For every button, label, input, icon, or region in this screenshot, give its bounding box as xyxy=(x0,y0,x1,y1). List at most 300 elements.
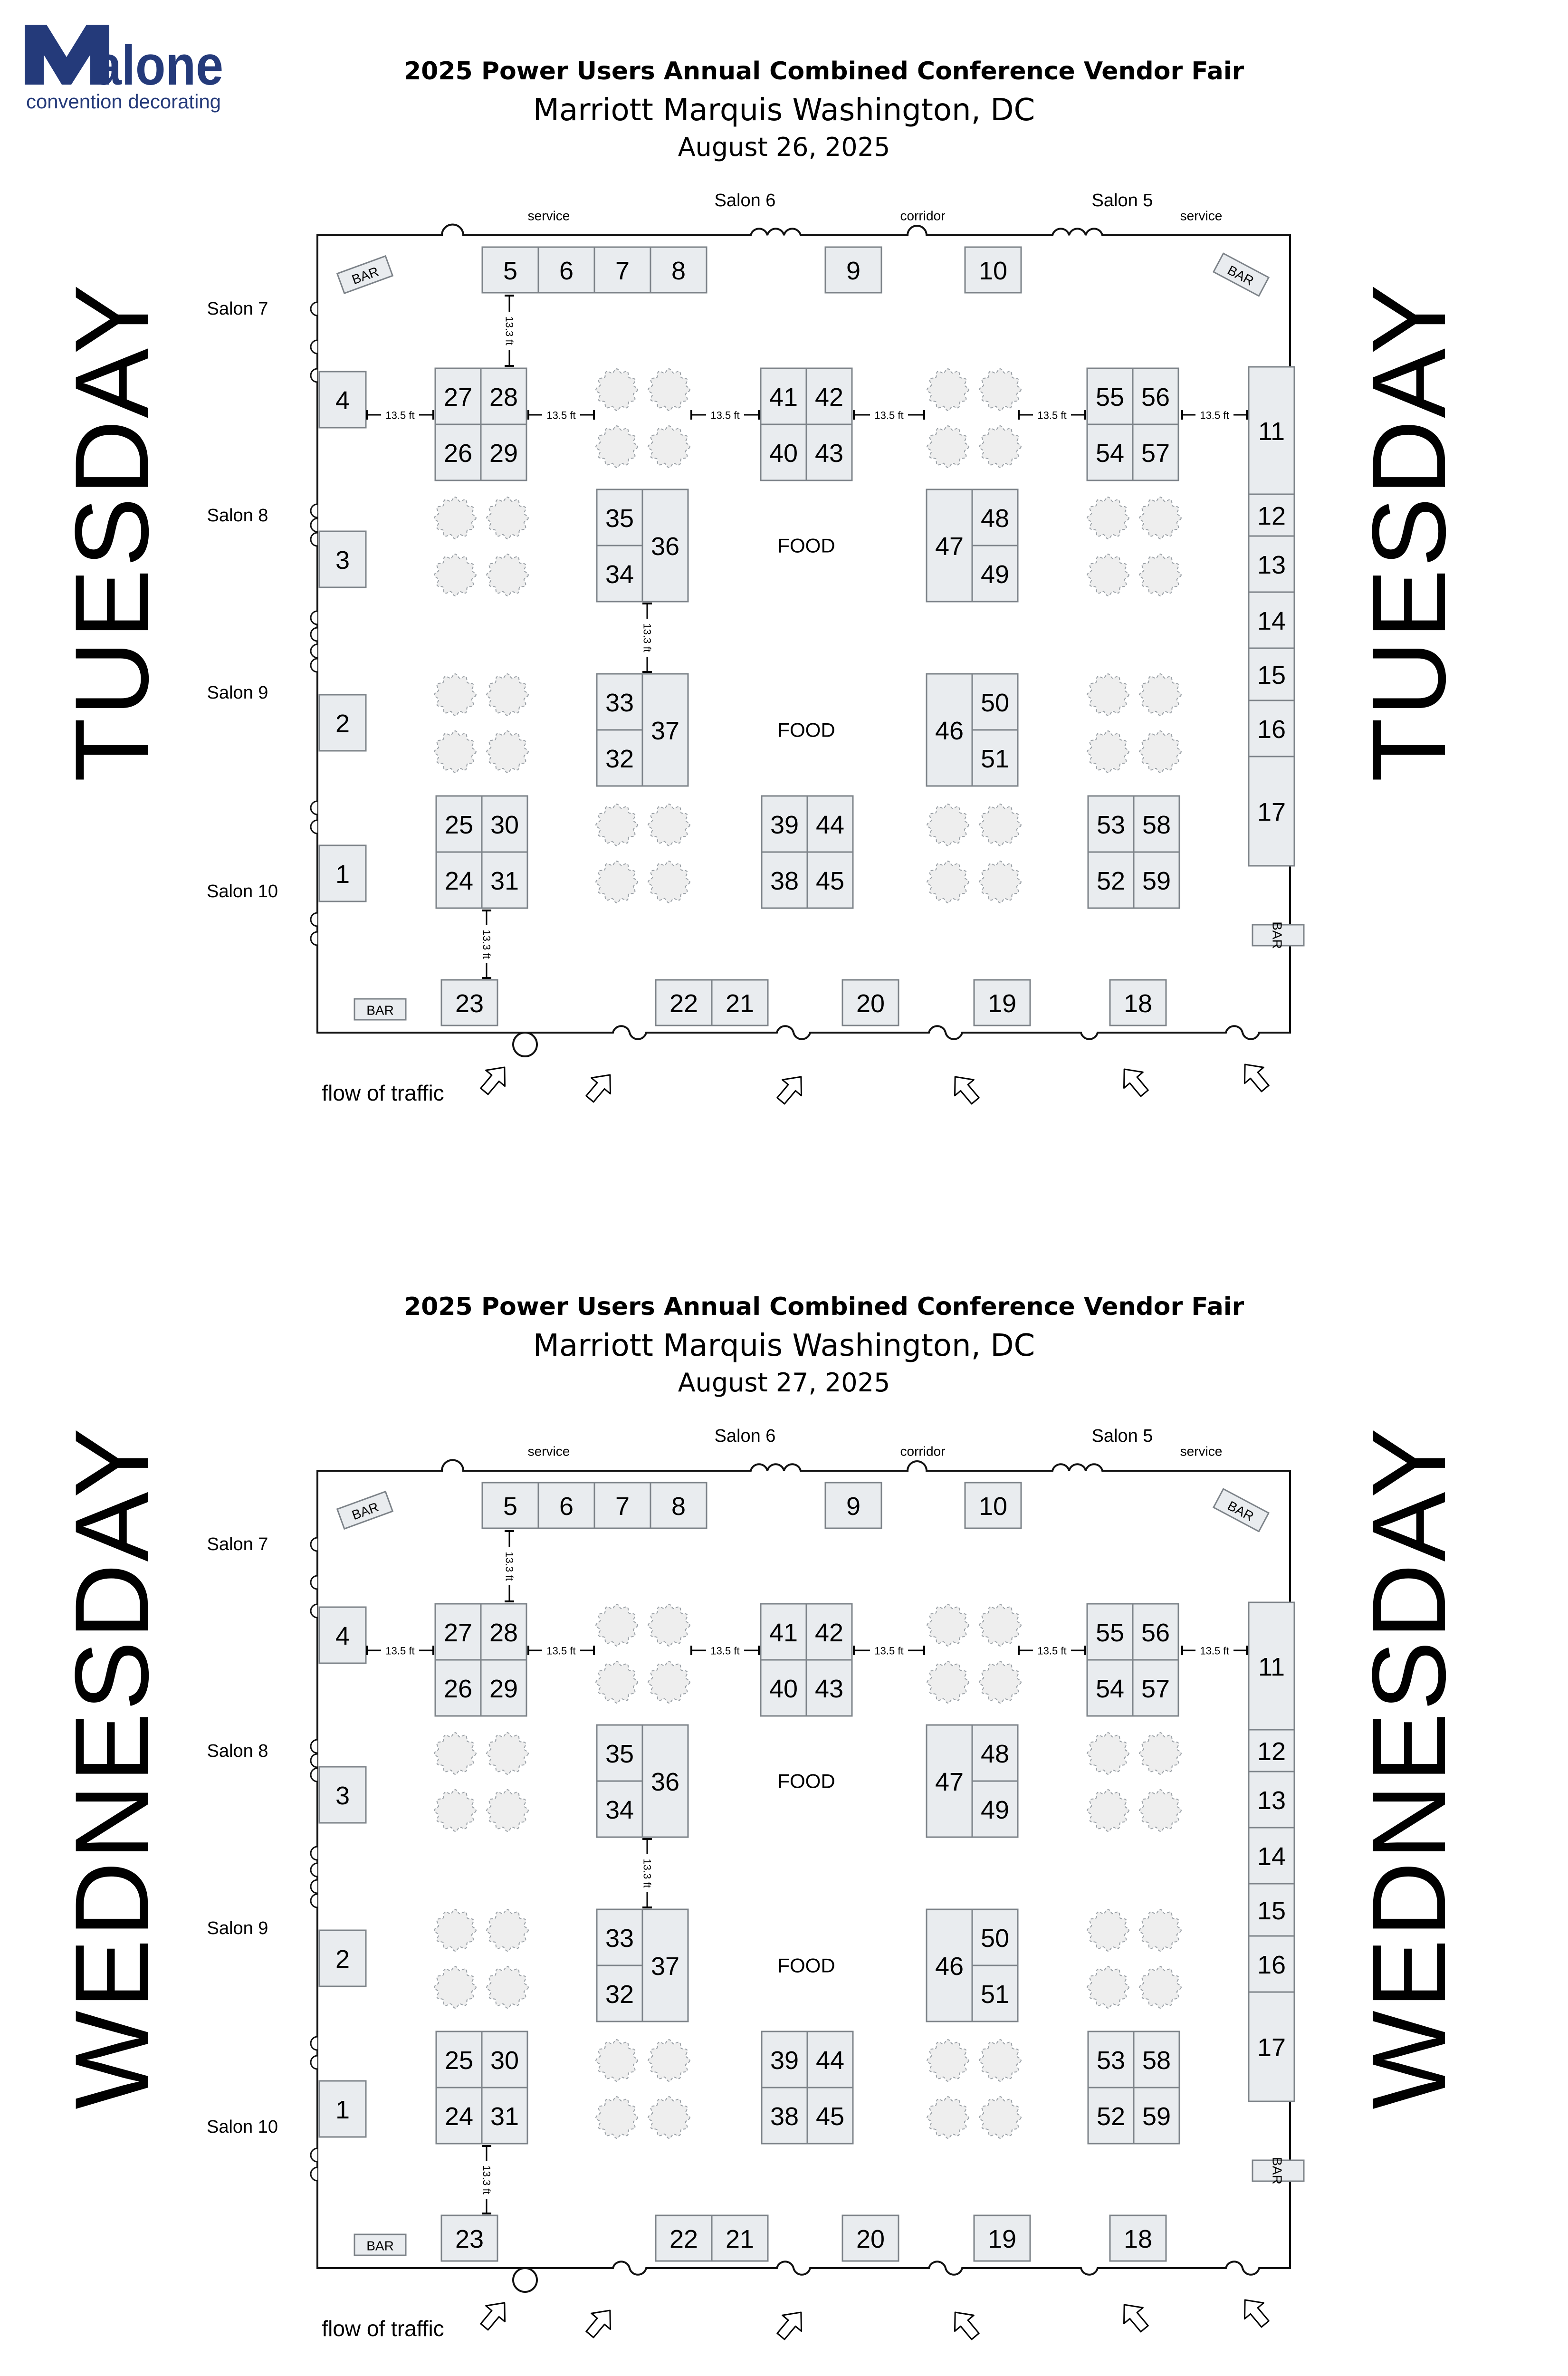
booth-number: 46 xyxy=(935,717,964,745)
arrow-shape xyxy=(946,1069,985,1109)
booth-number: 36 xyxy=(650,532,680,561)
round-table xyxy=(1139,1790,1181,1831)
round-table xyxy=(1139,497,1181,539)
salon-door-arc xyxy=(311,2167,317,2181)
round-table xyxy=(596,2097,638,2138)
booth-number: 44 xyxy=(815,2046,845,2075)
salon-6-label: Salon 6 xyxy=(714,1426,776,1446)
salon-door-arc xyxy=(311,820,317,834)
measure-vertical xyxy=(503,1531,516,1601)
booth-number: 59 xyxy=(1142,867,1171,895)
bar-top-right xyxy=(1214,1489,1269,1532)
booth-number: 2 xyxy=(335,1945,350,1974)
booth-number: 31 xyxy=(490,2102,519,2131)
round-table xyxy=(648,2097,690,2138)
measure-horizontal xyxy=(1019,1644,1085,1657)
booth-number: 57 xyxy=(1141,1675,1170,1703)
booth-number: 55 xyxy=(1095,1619,1125,1647)
salon-door-arc xyxy=(311,518,317,532)
event-date: August 27, 2025 xyxy=(678,1368,890,1398)
measure-label: 13.5 ft xyxy=(710,409,740,422)
bar-label: BAR xyxy=(1270,921,1285,949)
booth-number: 46 xyxy=(935,1952,964,1981)
measure-label: 13.5 ft xyxy=(1200,1645,1229,1657)
round-table xyxy=(648,804,690,846)
booth-number: 8 xyxy=(671,257,686,285)
booth-number: 28 xyxy=(489,1619,518,1647)
traffic-arrow-icon xyxy=(946,1069,985,1109)
round-table xyxy=(1087,674,1129,716)
booth-number: 51 xyxy=(980,1980,1010,2009)
round-table xyxy=(434,731,476,773)
round-table xyxy=(648,1604,690,1646)
booth-18 xyxy=(1110,2215,1166,2261)
salon-door-arc xyxy=(311,611,317,624)
booth-number: 42 xyxy=(814,383,844,412)
booth-33 xyxy=(597,1909,642,1965)
booth-16 xyxy=(1249,700,1294,757)
booth-14 xyxy=(1249,1828,1294,1884)
traffic-arrow-icon xyxy=(772,1069,811,1109)
round-table xyxy=(434,1733,476,1774)
booth-2 xyxy=(319,695,366,751)
booth-42 xyxy=(806,368,852,424)
booth-number: 25 xyxy=(444,811,474,839)
booth-number: 47 xyxy=(935,532,964,561)
round-table xyxy=(648,2040,690,2081)
round-table xyxy=(648,426,690,468)
booth-number: 17 xyxy=(1257,798,1286,826)
booth-54 xyxy=(1087,424,1133,480)
booth-number: 3 xyxy=(335,1782,350,1810)
booth-number: 50 xyxy=(980,1924,1010,1953)
round-table xyxy=(487,1733,528,1774)
traffic-arrow-icon xyxy=(946,2304,985,2344)
booth-number: 43 xyxy=(814,439,844,468)
round-table xyxy=(1139,554,1181,596)
traffic-arrow-icon xyxy=(581,2302,620,2342)
booth-number: 18 xyxy=(1123,989,1153,1018)
round-table xyxy=(979,426,1021,468)
measure-label: 13.3 ft xyxy=(480,929,493,959)
booth-37 xyxy=(642,674,688,786)
measure-label: 13.5 ft xyxy=(385,1645,415,1657)
arrow-shape xyxy=(1235,1056,1274,1096)
booth-52 xyxy=(1088,852,1134,908)
booth-55 xyxy=(1087,1604,1133,1660)
logo-brand-text: alone xyxy=(94,34,223,97)
booth-28 xyxy=(481,1604,526,1660)
round-table xyxy=(927,369,969,411)
round-table xyxy=(1087,497,1129,539)
booth-number: 1 xyxy=(335,860,350,889)
round-table xyxy=(434,554,476,596)
booth-number: 19 xyxy=(987,989,1017,1018)
traffic-arrow-icon xyxy=(1235,2292,1274,2332)
booth-number: 29 xyxy=(489,439,518,468)
booth-number: 22 xyxy=(669,989,698,1018)
salon-6-label: Salon 6 xyxy=(714,191,776,211)
round-table xyxy=(487,497,528,539)
round-table xyxy=(979,369,1021,411)
booth-number: 2 xyxy=(335,709,350,738)
salon-door-arc xyxy=(311,302,317,316)
arrow-shape xyxy=(475,2295,514,2335)
booth-number: 4 xyxy=(335,386,350,415)
booth-38 xyxy=(762,2088,807,2144)
booth-33 xyxy=(597,674,642,730)
measure-label: 13.3 ft xyxy=(641,1859,653,1888)
salon-door-arc xyxy=(311,504,317,517)
salon-5-label: Salon 5 xyxy=(1091,1426,1153,1446)
salon-door-arc xyxy=(311,2037,317,2050)
booth-number: 9 xyxy=(846,257,861,285)
round-table xyxy=(648,1661,690,1703)
salon-door-arc xyxy=(311,913,317,926)
booth-11 xyxy=(1249,367,1294,494)
booth-number: 13 xyxy=(1257,1786,1286,1815)
booth-number: 31 xyxy=(490,867,519,895)
booth-17 xyxy=(1249,1992,1294,2101)
salon-door-arc xyxy=(311,1863,317,1877)
salon-door-arc xyxy=(311,1604,317,1618)
booth-3 xyxy=(319,531,366,587)
venue-name: Marriott Marquis Washington, DC xyxy=(533,93,1035,128)
floorplan-group xyxy=(207,1426,1304,2344)
booth-50 xyxy=(972,1909,1018,1965)
booth-number: 7 xyxy=(615,1492,630,1521)
booth-13 xyxy=(1249,536,1294,592)
booth-number: 26 xyxy=(443,1675,473,1703)
booth-number: 36 xyxy=(650,1768,680,1796)
round-table xyxy=(1087,1909,1129,1951)
booth-number: 49 xyxy=(980,1796,1010,1824)
booth-54 xyxy=(1087,1660,1133,1716)
round-table xyxy=(596,426,638,468)
bar-label: BAR xyxy=(1225,262,1256,288)
booth-11 xyxy=(1249,1602,1294,1730)
food-area-label: FOOD xyxy=(777,719,835,741)
round-table xyxy=(979,804,1021,846)
measure-label: 13.5 ft xyxy=(874,1645,904,1657)
round-table xyxy=(927,861,969,903)
booth-19 xyxy=(974,980,1030,1025)
booth-number: 27 xyxy=(443,1619,473,1647)
booth-number: 34 xyxy=(605,560,634,589)
booth-number: 6 xyxy=(559,1492,574,1521)
round-table xyxy=(434,674,476,716)
measure-label: 13.3 ft xyxy=(503,1552,516,1581)
measure-horizontal xyxy=(1182,1644,1247,1657)
booth-number: 47 xyxy=(935,1768,964,1796)
booth-number: 5 xyxy=(503,1492,518,1521)
bar-bottom-left xyxy=(354,2234,406,2255)
booth-44 xyxy=(807,2031,853,2088)
booth-41 xyxy=(761,1604,806,1660)
bar-top-left xyxy=(337,1492,393,1529)
traffic-flow-label: flow of traffic xyxy=(322,1081,444,1105)
booth-number: 44 xyxy=(815,811,845,839)
arrow-shape xyxy=(1115,1061,1154,1101)
booth-49 xyxy=(972,1781,1018,1837)
booth-58 xyxy=(1134,796,1179,852)
booth-number: 5 xyxy=(503,257,518,285)
booth-13 xyxy=(1249,1772,1294,1828)
booth-number: 55 xyxy=(1095,383,1125,412)
booth-43 xyxy=(806,1660,852,1716)
booth-26 xyxy=(435,424,481,480)
salon-9-label: Salon 9 xyxy=(207,1918,268,1938)
round-table xyxy=(596,369,638,411)
booth-9 xyxy=(825,1483,881,1528)
round-table xyxy=(596,1661,638,1703)
booth-31 xyxy=(482,2088,527,2144)
booth-27 xyxy=(435,368,481,424)
booth-number: 41 xyxy=(769,383,798,412)
round-table xyxy=(1087,731,1129,773)
round-table xyxy=(487,554,528,596)
booth-1 xyxy=(319,845,366,901)
booth-40 xyxy=(761,424,806,480)
round-table xyxy=(979,2097,1021,2138)
booth-50 xyxy=(972,674,1018,730)
booth-number: 6 xyxy=(559,257,574,285)
booth-57 xyxy=(1133,1660,1178,1716)
round-table xyxy=(434,1909,476,1951)
booth-number: 54 xyxy=(1095,1675,1125,1703)
measure-vertical xyxy=(480,910,493,978)
salon-door-arc xyxy=(311,2056,317,2069)
traffic-flow-label: flow of traffic xyxy=(322,2316,444,2341)
booth-number: 23 xyxy=(455,989,484,1018)
arrow-shape xyxy=(1115,2297,1154,2337)
booth-38 xyxy=(762,852,807,908)
salon-8-label: Salon 8 xyxy=(207,506,268,526)
salon-7-label: Salon 7 xyxy=(207,299,268,319)
booth-52 xyxy=(1088,2088,1134,2144)
salon-door-arc xyxy=(311,1740,317,1753)
round-table xyxy=(596,861,638,903)
measure-vertical xyxy=(480,2146,493,2213)
booth-53 xyxy=(1088,796,1134,852)
booth-21 xyxy=(712,980,768,1025)
floorplan-map xyxy=(0,1236,1568,2376)
round-table xyxy=(1087,554,1129,596)
booth-number: 56 xyxy=(1141,1619,1170,1647)
measure-horizontal xyxy=(367,408,433,422)
service-door-label: service xyxy=(1180,208,1223,223)
round-table xyxy=(648,369,690,411)
booth-30 xyxy=(482,2031,527,2088)
booth-number: 21 xyxy=(725,2225,755,2253)
booth-14 xyxy=(1249,592,1294,648)
arrow-shape xyxy=(475,1059,514,1099)
booth-number: 45 xyxy=(815,2102,845,2131)
booth-number: 48 xyxy=(980,504,1010,533)
salon-door-arc xyxy=(311,1576,317,1589)
booth-number: 34 xyxy=(605,1796,634,1824)
measure-label: 13.5 ft xyxy=(874,409,904,422)
arrow-shape xyxy=(946,2304,985,2344)
booth-26 xyxy=(435,1660,481,1716)
booth-5 xyxy=(482,1483,538,1528)
booth-57 xyxy=(1133,424,1178,480)
booth-number: 53 xyxy=(1096,811,1126,839)
booth-number: 7 xyxy=(615,257,630,285)
booth-12 xyxy=(1249,494,1294,536)
booth-43 xyxy=(806,424,852,480)
booth-9 xyxy=(825,247,881,293)
corridor-door-label: corridor xyxy=(900,1444,946,1459)
booth-29 xyxy=(481,424,526,480)
food-area-label: FOOD xyxy=(777,1770,835,1792)
food-area-label: FOOD xyxy=(777,534,835,557)
booth-number: 43 xyxy=(814,1675,844,1703)
booth-number: 4 xyxy=(335,1622,350,1650)
booth-number: 9 xyxy=(846,1492,861,1521)
booth-number: 40 xyxy=(769,1675,798,1703)
measure-label: 13.5 ft xyxy=(710,1645,740,1657)
round-table xyxy=(487,1790,528,1831)
measure-horizontal xyxy=(854,408,924,422)
measure-horizontal xyxy=(691,408,759,422)
booth-12 xyxy=(1249,1730,1294,1772)
measure-label: 13.5 ft xyxy=(1200,409,1229,422)
round-table xyxy=(927,804,969,846)
measure-horizontal xyxy=(691,1644,759,1657)
booth-36 xyxy=(642,1725,688,1837)
booth-8 xyxy=(650,247,707,293)
booth-32 xyxy=(597,1965,642,2022)
booth-number: 53 xyxy=(1096,2046,1126,2075)
booth-44 xyxy=(807,796,853,852)
bar-label: BAR xyxy=(366,1003,394,1018)
bar-top-right xyxy=(1214,253,1269,296)
exhibit-hall-wall xyxy=(317,1460,1290,2292)
booth-number: 38 xyxy=(770,867,799,895)
booth-number: 35 xyxy=(605,504,634,533)
round-table xyxy=(979,861,1021,903)
booth-number: 1 xyxy=(335,2096,350,2124)
round-table xyxy=(1139,674,1181,716)
booth-15 xyxy=(1249,1884,1294,1936)
booth-41 xyxy=(761,368,806,424)
booth-34 xyxy=(597,546,642,602)
booth-49 xyxy=(972,546,1018,602)
booth-22 xyxy=(656,2215,712,2261)
floorplan-group xyxy=(207,191,1304,1109)
booth-number: 24 xyxy=(444,2102,474,2131)
booth-27 xyxy=(435,1604,481,1660)
booth-number: 39 xyxy=(770,811,799,839)
booth-22 xyxy=(656,980,712,1025)
booth-number: 41 xyxy=(769,1619,798,1647)
booth-37 xyxy=(642,1909,688,2022)
bar-label: BAR xyxy=(350,1499,381,1523)
measure-label: 13.3 ft xyxy=(503,316,516,345)
measure-label: 13.5 ft xyxy=(1037,409,1067,422)
round-table xyxy=(979,1604,1021,1646)
booth-7 xyxy=(594,1483,650,1528)
booth-number: 33 xyxy=(605,1924,634,1953)
booth-48 xyxy=(972,489,1018,546)
booth-8 xyxy=(650,1483,707,1528)
event-date: August 26, 2025 xyxy=(678,132,890,162)
booth-number: 12 xyxy=(1257,1737,1286,1766)
salon-door-arc xyxy=(311,644,317,658)
booth-1 xyxy=(319,2081,366,2137)
service-door-label: service xyxy=(527,208,570,223)
measure-vertical xyxy=(503,296,516,366)
round-table xyxy=(596,1604,638,1646)
booth-number: 16 xyxy=(1257,1951,1286,1979)
round-table xyxy=(434,1790,476,1831)
round-table xyxy=(596,2040,638,2081)
salon-door-arc xyxy=(311,1847,317,1860)
booth-number: 51 xyxy=(980,745,1010,773)
booth-59 xyxy=(1134,852,1179,908)
bar-right xyxy=(1252,921,1304,949)
booth-35 xyxy=(597,1725,642,1781)
measure-label: 13.5 ft xyxy=(546,409,576,422)
booth-number: 30 xyxy=(490,811,519,839)
round-table xyxy=(979,1661,1021,1703)
booth-number: 22 xyxy=(669,2225,698,2253)
measure-horizontal xyxy=(854,1644,924,1657)
booth-42 xyxy=(806,1604,852,1660)
booth-number: 27 xyxy=(443,383,473,412)
logo-tagline: convention decorating xyxy=(26,90,221,113)
booth-16 xyxy=(1249,1936,1294,1992)
service-door-label: service xyxy=(1180,1444,1223,1459)
salon-door-arc xyxy=(311,932,317,945)
booth-39 xyxy=(762,2031,807,2088)
booth-23 xyxy=(441,980,497,1025)
floorplan-sheet-wednesday xyxy=(0,1236,1568,2376)
booth-3 xyxy=(319,1767,366,1823)
booth-number: 30 xyxy=(490,2046,519,2075)
round-table xyxy=(1087,1790,1129,1831)
salon-8-label: Salon 8 xyxy=(207,1741,268,1761)
bar-label: BAR xyxy=(1225,1498,1256,1524)
booth-51 xyxy=(972,730,1018,786)
salon-9-label: Salon 9 xyxy=(207,683,268,703)
arrow-shape xyxy=(581,1067,620,1107)
traffic-arrow-icon xyxy=(475,2295,514,2335)
exhibit-hall-wall xyxy=(317,225,1290,1057)
booth-5 xyxy=(482,247,538,293)
booth-51 xyxy=(972,1965,1018,2022)
booth-31 xyxy=(482,852,527,908)
booth-number: 14 xyxy=(1257,1842,1286,1871)
round-table xyxy=(487,1909,528,1951)
booth-number: 40 xyxy=(769,439,798,468)
salon-door-arc xyxy=(311,628,317,641)
booth-10 xyxy=(965,1483,1021,1528)
round-table xyxy=(596,804,638,846)
booth-number: 52 xyxy=(1096,867,1126,895)
booth-number: 10 xyxy=(978,257,1008,285)
round-table xyxy=(1139,1733,1181,1774)
booth-number: 56 xyxy=(1141,383,1170,412)
event-title: 2025 Power Users Annual Combined Conference Vendor Fair xyxy=(404,1293,1244,1321)
salon-door-arc xyxy=(311,1880,317,1893)
round-table xyxy=(927,2040,969,2081)
booth-24 xyxy=(436,852,482,908)
measure-label: 13.5 ft xyxy=(1037,1645,1067,1657)
salon-door-arc xyxy=(311,659,317,672)
round-table xyxy=(979,2040,1021,2081)
